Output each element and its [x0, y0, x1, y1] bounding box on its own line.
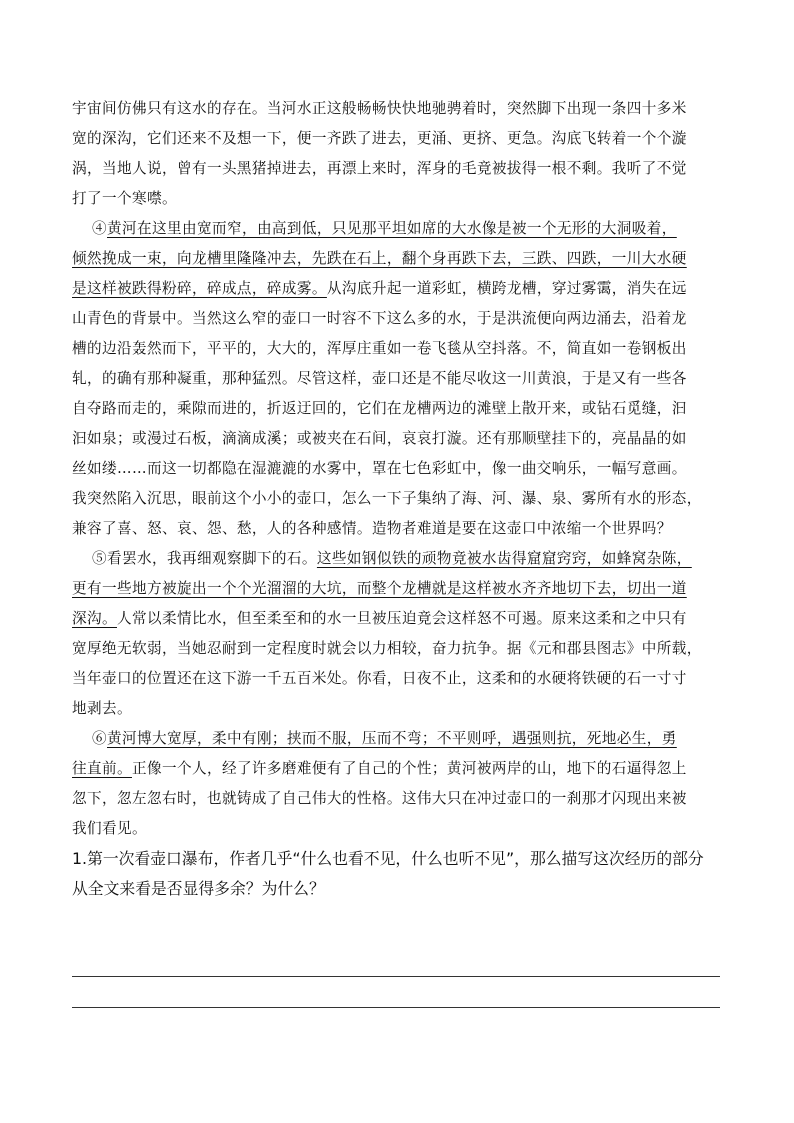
- paragraph-5: [72, 544, 722, 724]
- question-text: 从全文来看是否显得多余？为什么？: [72, 879, 325, 898]
- text-line: [72, 214, 722, 244]
- text-line: [72, 604, 722, 634]
- plain-text: 人常以柔情比水，但至柔至和的水一旦被压迫竟会这样怒不可遏。原来这柔和之中只有: [116, 610, 687, 627]
- text-line: [72, 544, 722, 574]
- text-line: 我突然陷入沉思，眼前这个小小的壶口，怎么一下子集纳了海、河、瀑、泉、雾所有水的形态，: [72, 490, 702, 507]
- plain-text: ⑤看罢水，我再细观察脚下的石。: [92, 550, 317, 567]
- underlined-text: 是这样被跌得粉碎，碎成点，碎成雾。: [72, 280, 327, 297]
- passage: [72, 94, 722, 904]
- text-line: [72, 724, 722, 754]
- answer-line[interactable]: [72, 1007, 720, 1008]
- text-line: 宇宙间仿佛只有这水的存在。当河水正这般畅畅快快地驰骋着时，突然脚下出现一条四十多米: [72, 100, 687, 117]
- underlined-text: 往直前。: [72, 760, 132, 777]
- text-line: 当年壶口的位置还在这下游一千五百米处。你看，日夜不止，这柔和的水硬将铁硬的石一寸寸: [72, 670, 687, 687]
- paragraph-4: [72, 214, 722, 544]
- text-line: 我们看见。: [72, 820, 147, 837]
- text-line: 兼容了喜、怒、哀、怨、愁，人的各种感情。造物者难道是要在这壶口中浓缩一个世界吗？: [72, 520, 672, 537]
- plain-text: 从沟底升起一道彩虹，横跨龙槽，穿过雾霭，消失在远: [326, 280, 687, 297]
- answer-line[interactable]: [72, 976, 720, 977]
- text-line: 槽的边沿轰然而下，平平的，大大的，浑厚庄重如一卷飞毯从空抖落。不，简直如一卷钢板出: [72, 340, 687, 357]
- question-text: 1.第一次看壶口瀑布，作者几乎“什么也看不见，什么也听不见”，那么描写这次经历的部分: [72, 849, 704, 868]
- plain-text: 正像一个人，经了许多磨难便有了自己的个性；黄河被两岸的山，地下的石逼得忽上: [131, 760, 687, 777]
- text-line: 地剥去。: [72, 700, 132, 717]
- text-line: 轧，的确有那种凝重，那种猛烈。尽管这样，壶口还是不能尽收这一川黄浪，于是又有一些各: [72, 370, 687, 387]
- underlined-text: 深沟。: [72, 610, 117, 627]
- text-line: [72, 754, 722, 784]
- underlined-text: 黄河博大宽厚，柔中有刚；挟而不服，压而不弯；不平则呼，遇强则抗，死地必生，勇: [107, 730, 677, 747]
- text-line: 打了一个寒噤。: [72, 190, 177, 207]
- underlined-text: 这些如钢似铁的顽物竟被水齿得窟窟窍窍，如蜂窝杂陈，: [316, 550, 692, 567]
- text-line: 忽下，忽左忽右时，也就铸成了自己伟大的性格。这伟大只在冲过壶口的一刹那才闪现出来被: [72, 790, 687, 807]
- text-line: [72, 244, 722, 274]
- text-line: 汩如泉；或漫过石板，滴滴成溪；或被夹在石间，哀哀打漩。还有那顺壁挂下的，亮晶晶的如: [72, 430, 687, 447]
- underlined-text: 黄河在这里由宽而窄，由高到低，只见那平坦如席的大水像是被一个无形的大洞吸着，: [107, 220, 677, 237]
- text-line: 山青色的背景中。当然这么窄的壶口一时容不下这么多的水，于是洪流便向两边涌去，沿着龙: [72, 310, 687, 327]
- text-line: 丝如缕……而这一切都隐在湿漉漉的水雾中，罩在七色彩虹中，像一曲交响乐，一幅写意画。: [72, 460, 687, 477]
- question: [72, 844, 722, 904]
- text-line: 涡，当地人说，曾有一头黑猪掉进去，再漂上来时，浑身的毛竟被拔得一根不剩。我听了不觉: [72, 160, 687, 177]
- text-line: 宽厚绝无软弱，当她忍耐到一定程度时就会以力相较，奋力抗争。据《元和郡县图志》中所载，: [72, 640, 702, 657]
- underlined-text: 倾然挽成一束，向龙槽里隆隆冲去，先跌在石上，翻个身再跌下去，三跌、四跌，一川大水硬: [72, 250, 687, 267]
- text-line: [72, 274, 722, 304]
- paragraph-number: ④: [92, 220, 107, 237]
- text-line: 宽的深沟，它们还来不及想一下，便一齐跌了进去，更涌、更挤、更急。沟底飞转着一个个漩: [72, 130, 687, 147]
- underlined-text: 更有一些地方被旋出一个个光溜溜的大坑，而整个龙槽就是这样被水齐齐地切下去，切出一道: [72, 580, 687, 597]
- text-line: [72, 574, 722, 604]
- text-line: 自夺路而走的，乘隙而进的，折返迂回的，它们在龙槽两边的滩壁上散开来，或钻石觅缝，汩: [72, 400, 687, 417]
- paragraph-number: ⑥: [92, 730, 107, 747]
- paragraph-intro: [72, 94, 722, 214]
- paragraph-6: [72, 724, 722, 844]
